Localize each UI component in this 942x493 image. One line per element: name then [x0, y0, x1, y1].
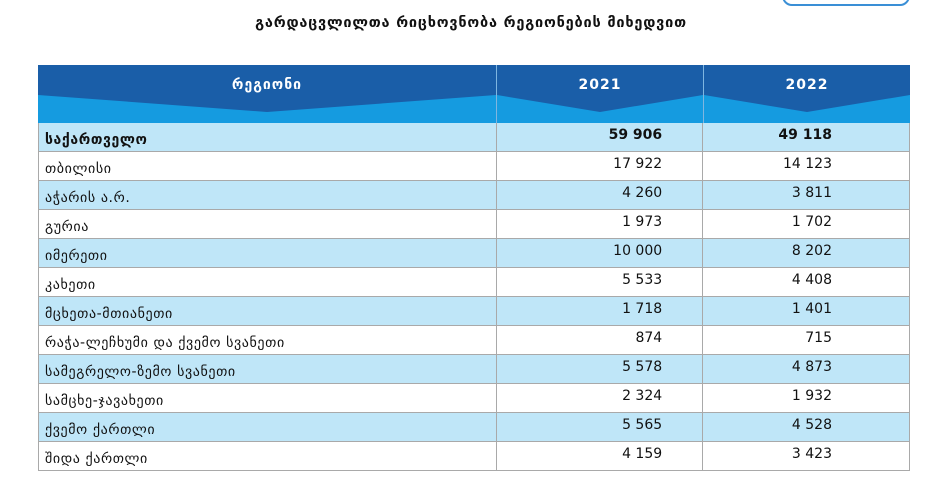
deaths-by-region-table — [38, 65, 910, 471]
table-row — [38, 297, 910, 326]
value-2021-cell: 4 159 — [496, 442, 702, 470]
region-cell: გურია — [45, 219, 89, 235]
value-2021-cell: 5 578 — [496, 355, 702, 383]
value-2021-cell: 1 718 — [496, 297, 702, 325]
value-2022-cell: 3 811 — [702, 181, 909, 209]
value-2022-cell: 49 118 — [702, 123, 909, 151]
region-cell: რაჭა-ლეჩხუმი და ქვემო სვანეთი — [45, 335, 285, 351]
table-row — [38, 268, 910, 297]
region-cell: სამცხე-ჯავახეთი — [45, 393, 164, 409]
page-title: გარდაცვლილთა რიცხოვნობა რეგიონების მიხედვით — [255, 15, 687, 31]
table-row — [38, 442, 910, 471]
table-body — [38, 123, 910, 471]
header-region: რეგიონი — [231, 77, 303, 93]
value-2021-cell: 1 973 — [496, 210, 702, 238]
value-2021-cell: 5 533 — [496, 268, 702, 296]
value-2022-cell: 1 702 — [702, 210, 909, 238]
value-2022-cell: 1 401 — [702, 297, 909, 325]
table-row — [38, 239, 910, 268]
value-2021-cell: 2 324 — [496, 384, 702, 412]
region-cell: კახეთი — [45, 277, 96, 293]
header-2022: 2022 — [785, 77, 829, 93]
value-2022-cell: 4 873 — [702, 355, 909, 383]
table-row — [38, 210, 910, 239]
region-cell: შიდა ქართლი — [45, 451, 148, 467]
table-row — [38, 413, 910, 442]
region-cell: თბილისი — [45, 161, 112, 177]
region-cell: საქართველო — [45, 132, 148, 148]
region-cell: აჭარის ა.რ. — [45, 190, 131, 206]
value-2022-cell: 1 932 — [702, 384, 909, 412]
value-2022-cell: 8 202 — [702, 239, 909, 267]
top-decorative-pill — [782, 0, 910, 6]
value-2021-cell: 874 — [496, 326, 702, 354]
region-cell: სამეგრელო-ზემო სვანეთი — [45, 364, 236, 380]
value-2022-cell: 14 123 — [702, 152, 909, 180]
table-row — [38, 326, 910, 355]
region-cell: ქვემო ქართლი — [45, 422, 156, 438]
region-cell: მცხეთა-მთიანეთი — [45, 306, 173, 322]
table-row — [38, 384, 910, 413]
table-row — [38, 181, 910, 210]
value-2021-cell: 5 565 — [496, 413, 702, 441]
table-row-total — [38, 123, 910, 152]
value-2022-cell: 4 528 — [702, 413, 909, 441]
value-2022-cell: 715 — [702, 326, 909, 354]
value-2022-cell: 4 408 — [702, 268, 909, 296]
value-2021-cell: 4 260 — [496, 181, 702, 209]
region-cell: იმერეთი — [45, 248, 108, 264]
value-2021-cell: 17 922 — [496, 152, 702, 180]
value-2022-cell: 3 423 — [702, 442, 909, 470]
table-header — [38, 65, 910, 123]
value-2021-cell: 59 906 — [496, 123, 702, 151]
header-2021: 2021 — [578, 77, 622, 93]
table-row — [38, 355, 910, 384]
value-2021-cell: 10 000 — [496, 239, 702, 267]
table-row — [38, 152, 910, 181]
